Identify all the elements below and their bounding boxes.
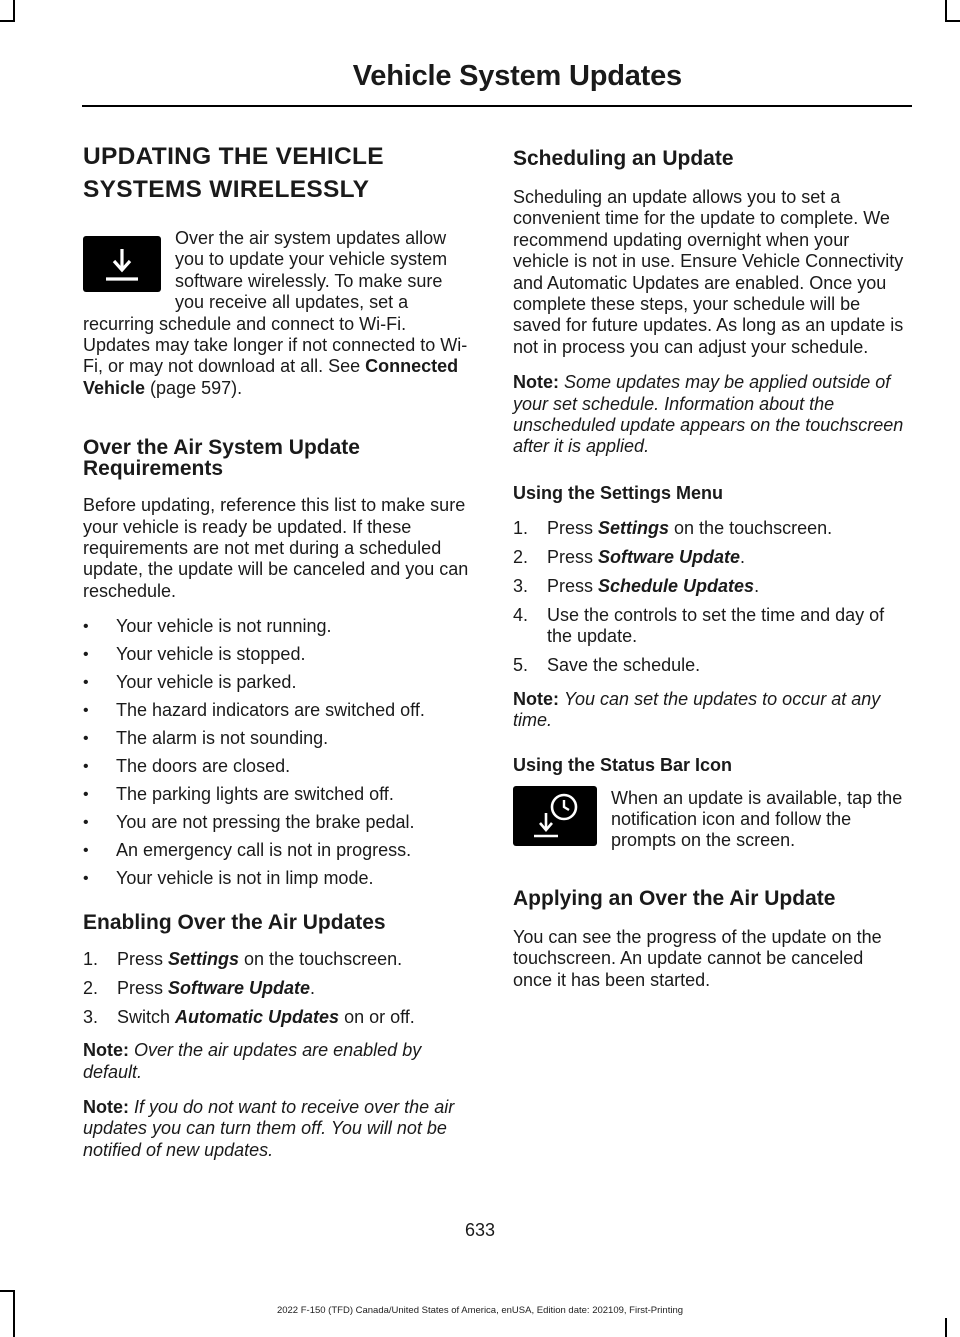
download-icon [83, 236, 161, 292]
step-item: 3. Switch Automatic Updates on or off. [83, 1006, 415, 1027]
settings-steps [513, 518, 905, 677]
applying-text: You can see the progress of the update on the touchscreen. An update cannot be canceled once it has been started. [513, 926, 882, 990]
list-item: • Your vehicle is not in limp mode. [83, 868, 475, 889]
status-bar-heading: Using the Status Bar Icon [513, 754, 733, 775]
scheduling-text: Scheduling an update allows you to set a convenient time for the update to complete. We recommend updating overnight when your vehicle is not in use. Ensure Vehicle Connectivity and Automatic Updates are enabled. Once you complete these steps, your schedule will be saved for future updates. As long as an update is not in process you can adjust your schedule. [513, 187, 904, 357]
list-item: • The hazard indicators are switched off. [83, 700, 475, 721]
page-header [0, 60, 912, 100]
step-item: 2. Press Software Update. [83, 977, 316, 998]
right-column [513, 148, 905, 1005]
step-item: 1. Press Settings on the touchscreen. [513, 517, 833, 538]
list-item: • The parking lights are switched off. [83, 784, 475, 805]
crop-mark [0, 20, 15, 22]
note-any-time: Note: You can set the updates to occur at any time. [513, 688, 881, 731]
connected-vehicle-link[interactable]: Connected Vehicle [83, 356, 459, 398]
enable-heading: Enabling Over the Air Updates [83, 910, 386, 934]
applying-heading: Applying an Over the Air Update [513, 886, 836, 910]
page-number: 633 [464, 1220, 496, 1240]
status-block [513, 788, 905, 866]
header-rule [82, 105, 912, 107]
note-enabled-default: Note: Over the air updates are enabled by default. [83, 1040, 422, 1082]
footer-edition: 2022 F-150 (TFD) Canada/United States of America, enUSA, Edition date: 202109, First-Printing [276, 1305, 684, 1316]
enable-steps [83, 949, 475, 1028]
crop-mark [13, 0, 15, 20]
list-item: • The alarm is not sounding. [83, 728, 475, 749]
note-turn-off: Note: If you do not want to receive over the air updates you can turn them off. You will not be notified of new updates. [83, 1096, 455, 1160]
requirements-heading: Over the Air System Update Requirements [83, 436, 360, 481]
list-item: • Your vehicle is not running. [83, 616, 475, 637]
scheduled-download-icon [513, 786, 597, 846]
settings-menu-heading: Using the Settings Menu [513, 482, 724, 503]
intro-paragraph: Over the air system updates allow you to update your vehicle system software wirelessly. To make sure you receive all updates, set a recurring schedule and connect to Wi-Fi. Updates may take longer if not connected to Wi-Fi, or may not download at all. See Connected Vehicle (page 597). [83, 228, 468, 398]
list-item: • Your vehicle is stopped. [83, 644, 475, 665]
scheduling-heading: Scheduling an Update [513, 147, 734, 170]
list-item: • You are not pressing the brake pedal. [83, 812, 475, 833]
intro-block [83, 228, 475, 413]
list-item: • The doors are closed. [83, 756, 475, 777]
crop-mark [945, 0, 947, 20]
left-column [83, 140, 475, 1175]
requirements-intro: Before updating, reference this list to make sure your vehicle is ready be updated. If these requirements are not met during a scheduled update, the update will be canceled and you can reschedule. [83, 495, 469, 601]
step-item: 5. Save the schedule. [513, 655, 701, 676]
step-item: 2. Press Software Update. [513, 546, 746, 567]
step-item: 4. Use the controls to set the time and day of the update. [513, 604, 885, 647]
section-title: Vehicle System Updates [352, 60, 682, 92]
step-item: 1. Press Settings on the touchscreen. [83, 948, 403, 969]
note-unscheduled: Note: Some updates may be applied outside of your set schedule. Information about the unscheduled update appears on the touchscreen after it is applied. [513, 372, 904, 457]
main-heading: UPDATING THE VEHICLE SYSTEMS WIRELESSLY [83, 143, 384, 203]
crop-mark [945, 20, 960, 22]
list-item: • An emergency call is not in progress. [83, 840, 475, 861]
crop-mark [945, 1318, 947, 1337]
status-bar-text: When an update is available, tap the notification icon and follow the prompts on the screen. [611, 787, 903, 851]
list-item: • Your vehicle is parked. [83, 672, 475, 693]
crop-mark [0, 1290, 15, 1292]
step-item: 3. Press Schedule Updates. [513, 575, 760, 596]
requirements-list [83, 616, 475, 889]
